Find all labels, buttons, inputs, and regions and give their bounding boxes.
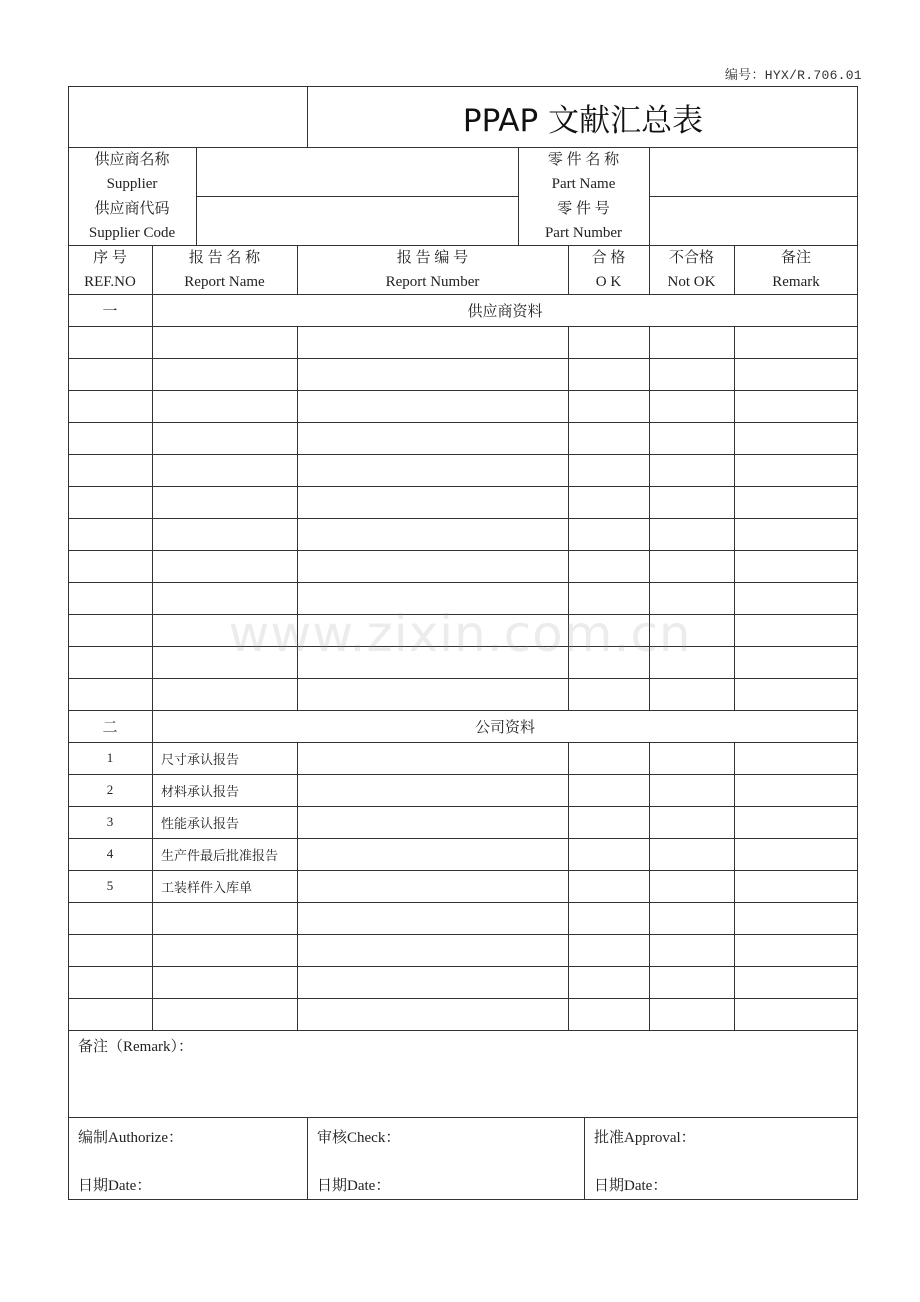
column-header-en: O K — [595, 273, 622, 290]
rule — [68, 454, 858, 455]
section-index: 一 — [102, 301, 118, 320]
supplier-name-label — [68, 147, 196, 196]
rule — [68, 486, 858, 487]
part-number-label-zh: 零 件 号 — [557, 200, 610, 217]
rule — [68, 518, 858, 519]
rule — [68, 582, 858, 583]
rule — [196, 196, 518, 197]
rule — [68, 1117, 858, 1118]
supplier-name-label-en: Supplier — [106, 175, 158, 192]
part-number-label-en: Part Number — [544, 224, 623, 241]
approval-label: 批准Approval： — [594, 1130, 696, 1146]
rule — [68, 358, 858, 359]
column-header-zh: 报 告 名 称 — [188, 249, 261, 266]
column-header-zh: 不合格 — [668, 249, 714, 266]
column-header-en: REF.NO — [84, 273, 136, 290]
part-name-label-zh: 零 件 名 称 — [547, 151, 620, 168]
part-number-label — [518, 196, 649, 245]
section-title-supplier: 供应商资料 — [467, 301, 543, 320]
rule — [649, 326, 650, 711]
date-label: 日期Date： — [317, 1178, 391, 1194]
row-number: 5 — [106, 878, 114, 893]
rule — [649, 196, 858, 197]
remark-label: 备注（Remark）： — [78, 1039, 193, 1055]
rule — [68, 966, 858, 967]
rule — [68, 646, 858, 647]
rule — [68, 390, 858, 391]
rule — [196, 147, 197, 245]
rule — [152, 245, 153, 1031]
rule — [68, 614, 858, 615]
rule — [68, 902, 858, 903]
row-number: 3 — [106, 814, 114, 829]
rule — [307, 1117, 308, 1200]
rule — [649, 742, 650, 1031]
rule — [68, 326, 858, 327]
column-header-zh: 备注 — [780, 249, 811, 266]
date-label: 日期Date： — [594, 1178, 668, 1194]
rule — [68, 422, 858, 423]
section-title-company: 公司资料 — [474, 717, 535, 736]
column-header-remark — [734, 245, 858, 294]
column-header-en: Report Number — [385, 273, 480, 290]
authorize-label: 编制Authorize： — [78, 1130, 183, 1146]
column-header-ok — [568, 245, 649, 294]
document-code: 编号：HYX/R.706.01 — [724, 68, 862, 83]
row-number: 2 — [106, 782, 114, 797]
rule — [68, 1030, 858, 1031]
column-header-en: Report Name — [184, 273, 265, 290]
rule — [297, 326, 298, 711]
column-header-zh: 合 格 — [591, 249, 626, 266]
column-header-en: Remark — [772, 273, 820, 290]
supplier-code-label — [68, 196, 196, 245]
watermark: www.zixin.com.cn — [228, 605, 692, 663]
report-name: 性能承认报告 — [161, 815, 240, 831]
rule — [734, 742, 735, 1031]
rule — [68, 934, 858, 935]
column-header-report-name — [152, 245, 297, 294]
part-name-label-en: Part Name — [551, 175, 616, 192]
row-number: 4 — [106, 846, 114, 861]
rule — [568, 326, 569, 711]
report-name: 工装样件入库单 — [161, 879, 253, 895]
column-header-zh: 序 号 — [93, 249, 127, 266]
rule — [68, 550, 858, 551]
column-header-report-number — [297, 245, 568, 294]
rule — [568, 742, 569, 1031]
supplier-code-label-zh: 供应商代码 — [94, 200, 170, 217]
report-name: 尺寸承认报告 — [161, 751, 240, 767]
supplier-name-label-zh: 供应商名称 — [94, 151, 170, 168]
section-index: 二 — [102, 717, 118, 736]
column-header-zh: 报 告 编 号 — [396, 249, 469, 266]
check-label: 审核Check： — [317, 1130, 401, 1146]
rule — [584, 1117, 585, 1200]
rule — [68, 998, 858, 999]
report-name: 材料承认报告 — [161, 783, 240, 799]
date-label: 日期Date： — [78, 1178, 152, 1194]
row-number: 1 — [106, 750, 114, 765]
supplier-code-label-en: Supplier Code — [88, 224, 176, 241]
rule — [68, 678, 858, 679]
rule — [734, 326, 735, 711]
column-header-en: Not OK — [667, 273, 716, 290]
part-name-label — [518, 147, 649, 196]
report-name: 生产件最后批准报告 — [161, 847, 279, 863]
page-title: PPAP 文献汇总表 — [462, 102, 704, 139]
column-header-not-ok — [649, 245, 734, 294]
column-header-ref — [68, 245, 152, 294]
